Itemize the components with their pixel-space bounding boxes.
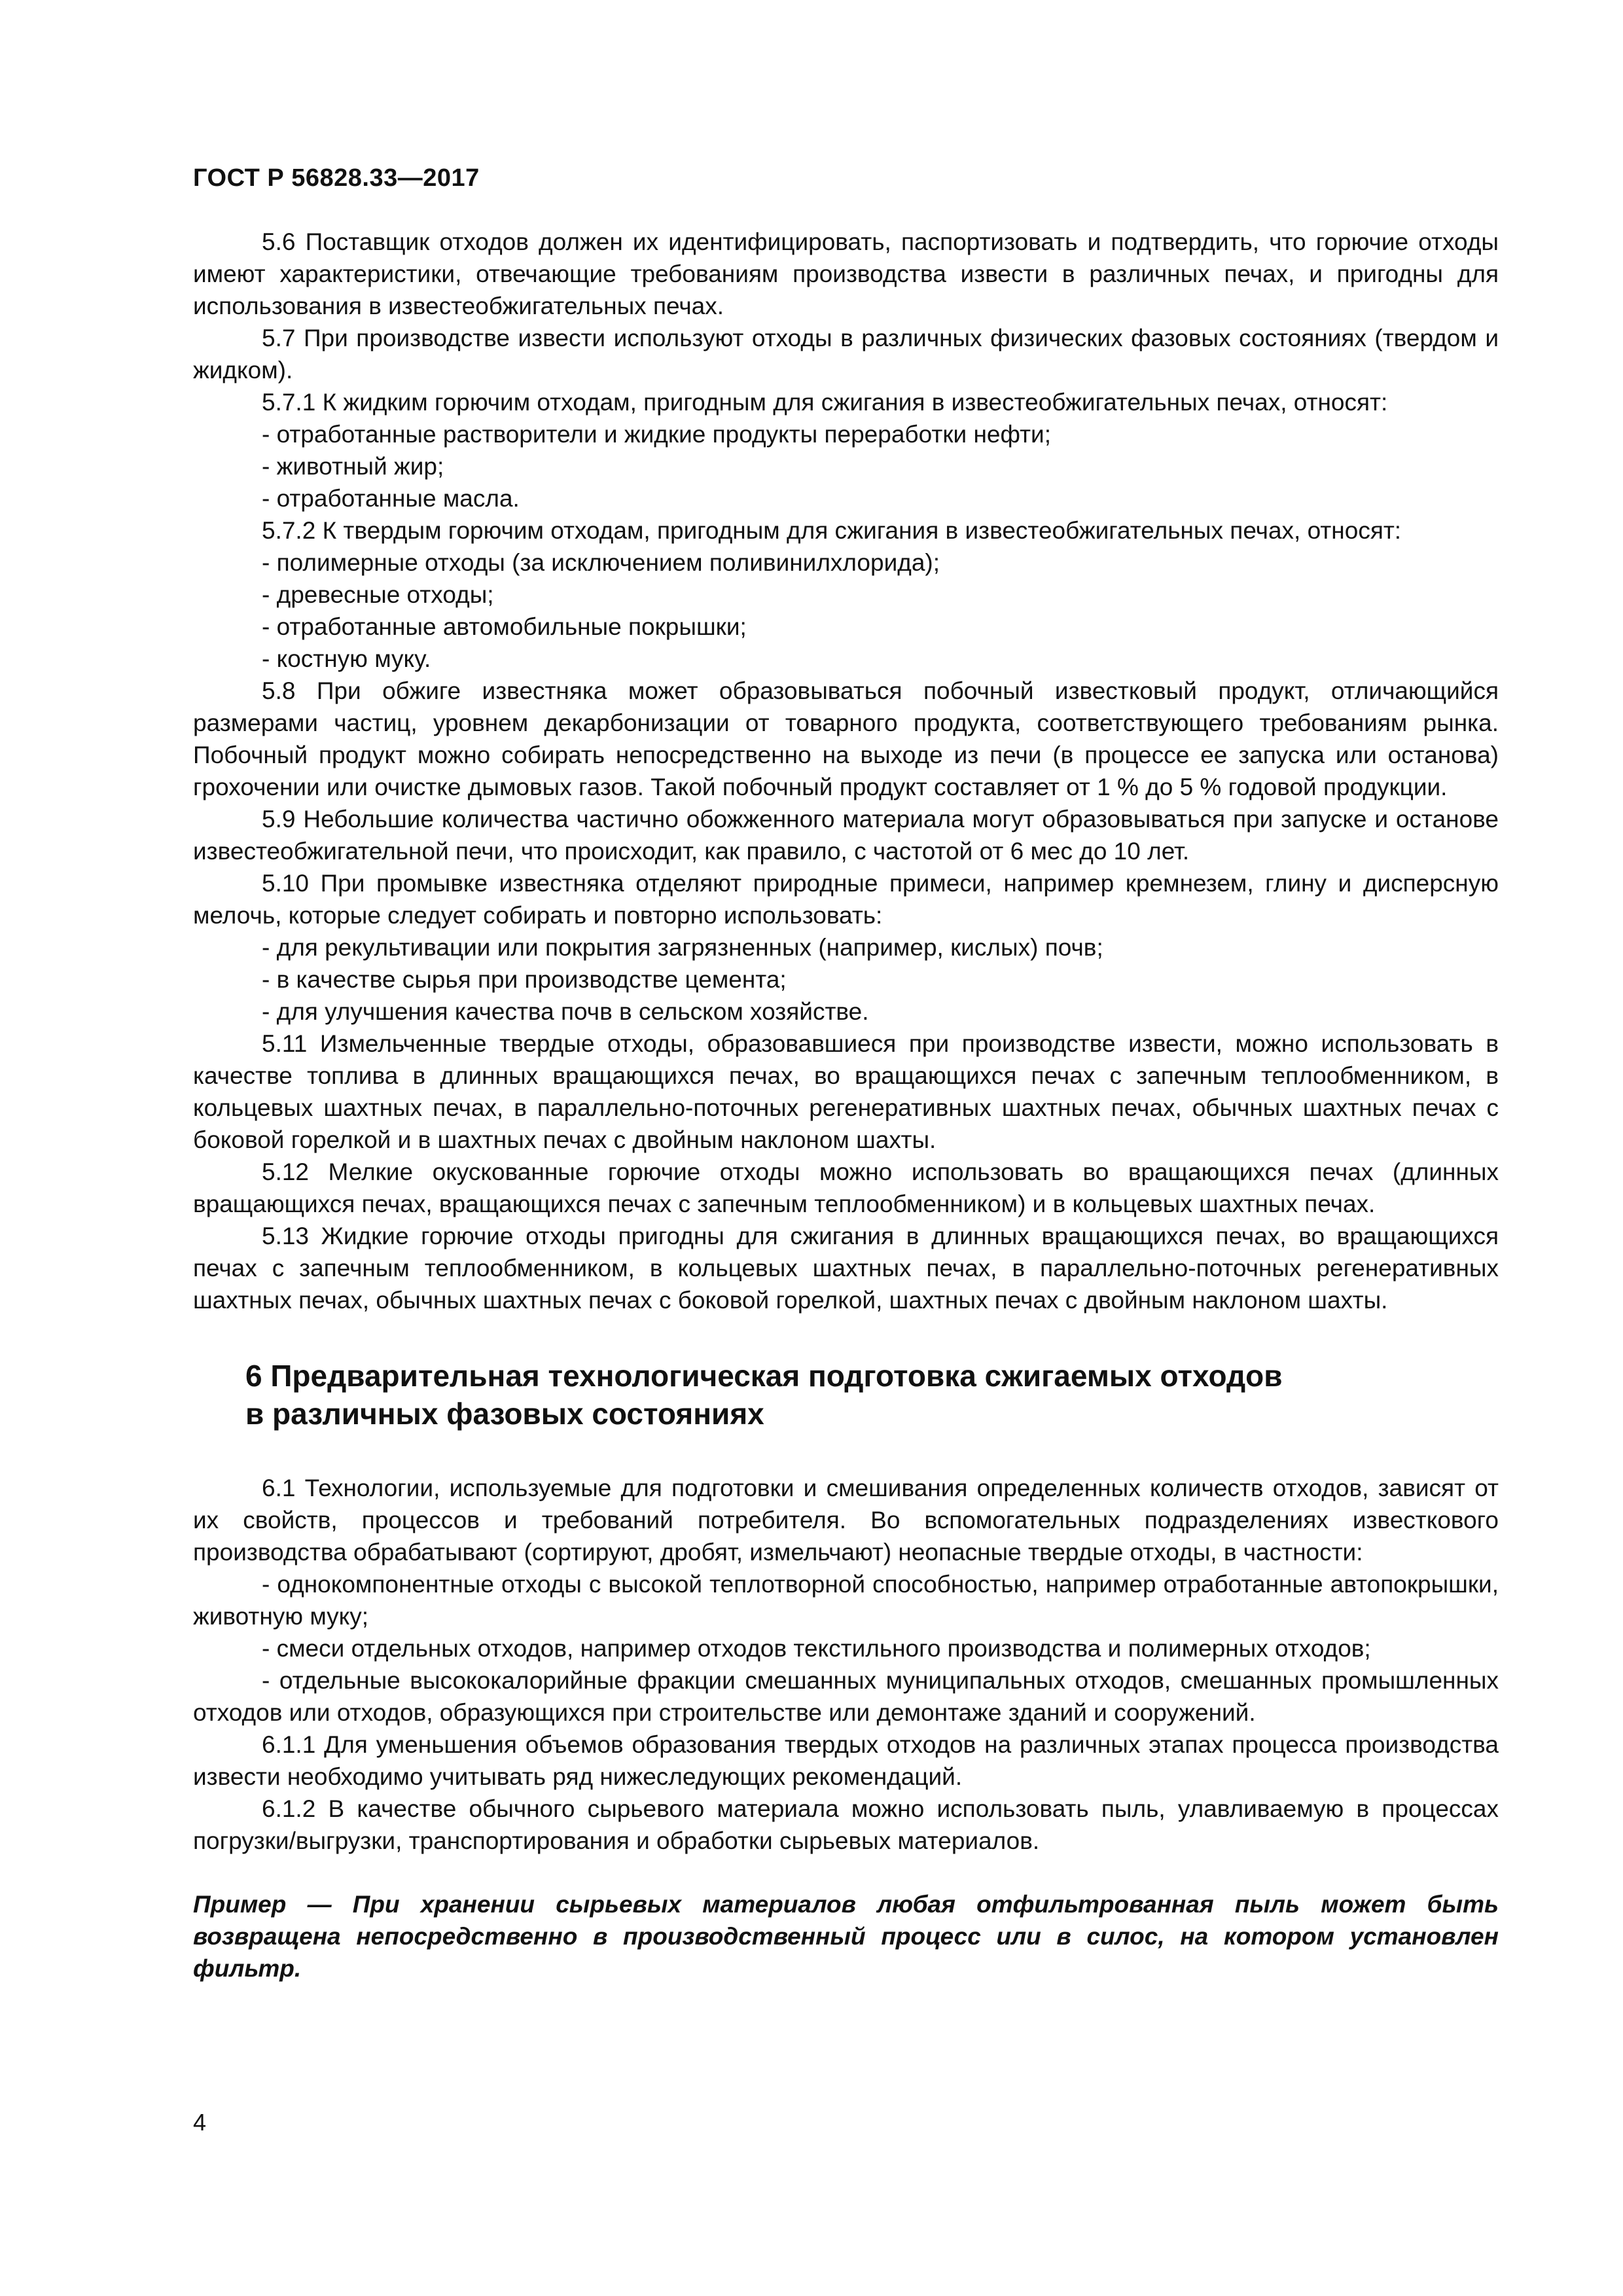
list-item: - смеси отдельных отходов, например отходов текстильного производства и полимерных отходов;: [262, 1635, 1371, 1662]
paragraph-5-7: 5.7 При производстве извести используют отходы в различных физических фазовых состояниях (твердом и жидком).: [193, 325, 1499, 384]
list-item: - в качестве сырья при производстве цемента;: [262, 966, 787, 993]
document-header: ГОСТ Р 56828.33—2017: [193, 164, 480, 192]
list-item: - древесные отходы;: [262, 581, 494, 608]
section-6-heading-line2: в различных фазовых состояниях: [245, 1397, 764, 1431]
list-item: - полимерные отходы (за исключением поливинилхлорида);: [262, 549, 940, 576]
paragraph-5-7-1: 5.7.1 К жидким горючим отходам, пригодным для сжигания в известеобжигательных печах, относят:: [262, 389, 1388, 416]
list-item: - для улучшения качества почв в сельском хозяйстве.: [262, 998, 869, 1025]
example-note: Пример — При хранении сырьевых материалов любая отфильтрованная пыль может быть возвращена непосредственно в производственный процесс или в силос, на котором установлен фильтр.: [193, 1891, 1499, 1982]
paragraph-5-13: 5.13 Жидкие горючие отходы пригодны для сжигания в длинных вращающихся печах, во вращающихся печах с запечным теплообменником, в кольцевых шахтных печах, в параллельно-поточных регенеративных шахтных печах, обычных шахтных печах с боковой горелкой, шахтных печах с двойным наклоном шахты.: [193, 1223, 1499, 1314]
paragraph-5-12: 5.12 Мелкие окускованные горючие отходы можно использовать во вращающихся печах (длинных вращающихся печах, вращающихся печах с запечным теплообменником) и в кольцевых шахтных печах.: [193, 1158, 1499, 1217]
paragraph-5-11: 5.11 Измельченные твердые отходы, образовавшиеся при производстве извести, можно использовать в качестве топлива в длинных вращающихся печах, во вращающихся печах с запечным теплообменником, в кольцевых шахтных печах, в параллельно-поточных регенеративных шахтных печах, обычных шахтных печах с боковой горелкой и в шахтных печах с двойным наклоном шахты.: [193, 1030, 1499, 1153]
list-item: - отработанные автомобильные покрышки;: [262, 613, 747, 640]
section-6-heading-line1: 6 Предварительная технологическая подготовка сжигаемых отходов: [245, 1359, 1283, 1393]
paragraph-5-6: 5.6 Поставщик отходов должен их идентифицировать, паспортизовать и подтвердить, что горючие отходы имеют характеристики, отвечающие требованиям производства извести в различных печах, и пригодны для использования в известеобжигательных печах.: [193, 228, 1499, 319]
paragraph-5-8: 5.8 При обжиге известняка может образовываться побочный известковый продукт, отличающийся размерами частиц, уровнем декарбонизации от товарного продукта, соответствующего требованиям рынка. Побочный продукт можно собирать непосредственно на выходе из печи (в процессе ее запуска или останова) грохочении или очистке дымовых газов. Такой побочный продукт составляет от 1 % до 5 % годовой продукции.: [193, 677, 1499, 800]
paragraph-5-10: 5.10 При промывке известняка отделяют природные примеси, например кремнезем, глину и дисперсную мелочь, которые следует собирать и повторно использовать:: [193, 870, 1499, 929]
document-body: [193, 226, 1499, 1984]
paragraph-6-1-2: 6.1.2 В качестве обычного сырьевого материала можно использовать пыль, улавливаемую в процессах погрузки/выгрузки, транспортирования и обработки сырьевых материалов.: [193, 1795, 1499, 1854]
paragraph-5-7-2: 5.7.2 К твердым горючим отходам, пригодным для сжигания в известеобжигательных печах, относят:: [262, 517, 1402, 544]
list-item: - костную муку.: [262, 645, 431, 672]
list-item: - отдельные высококалорийные фракции смешанных муниципальных отходов, смешанных промышленных отходов или отходов, образующихся при строительстве или демонтаже зданий и сооружений.: [193, 1667, 1499, 1726]
list-item: - однокомпонентные отходы с высокой теплотворной способностью, например отработанные автопокрышки, животную муку;: [193, 1571, 1499, 1630]
list-item: - отработанные растворители и жидкие продукты переработки нефти;: [262, 421, 1051, 448]
paragraph-5-9: 5.9 Небольшие количества частично обожженного материала могут образовываться при запуске и останове известеобжигательной печи, что происходит, как правило, с частотой от 6 мес до 10 лет.: [193, 806, 1499, 865]
page-number: 4: [193, 2109, 207, 2136]
list-item: - животный жир;: [262, 453, 444, 480]
paragraph-6-1-1: 6.1.1 Для уменьшения объемов образования твердых отходов на различных этапах процесса производства извести необходимо учитывать ряд нижеследующих рекомендаций.: [193, 1731, 1499, 1790]
list-item: - отработанные масла.: [262, 485, 520, 512]
list-item: - для рекультивации или покрытия загрязненных (например, кислых) почв;: [262, 934, 1103, 961]
section-6-heading: [245, 1357, 1499, 1433]
paragraph-6-1: 6.1 Технологии, используемые для подготовки и смешивания определенных количеств отходов, зависят от их свойств, процессов и требований потребителя. Во вспомогательных подразделениях известкового производства обрабатывают (сортируют, дробят, измельчают) неопасные твердые отходы, в частности:: [193, 1475, 1499, 1566]
